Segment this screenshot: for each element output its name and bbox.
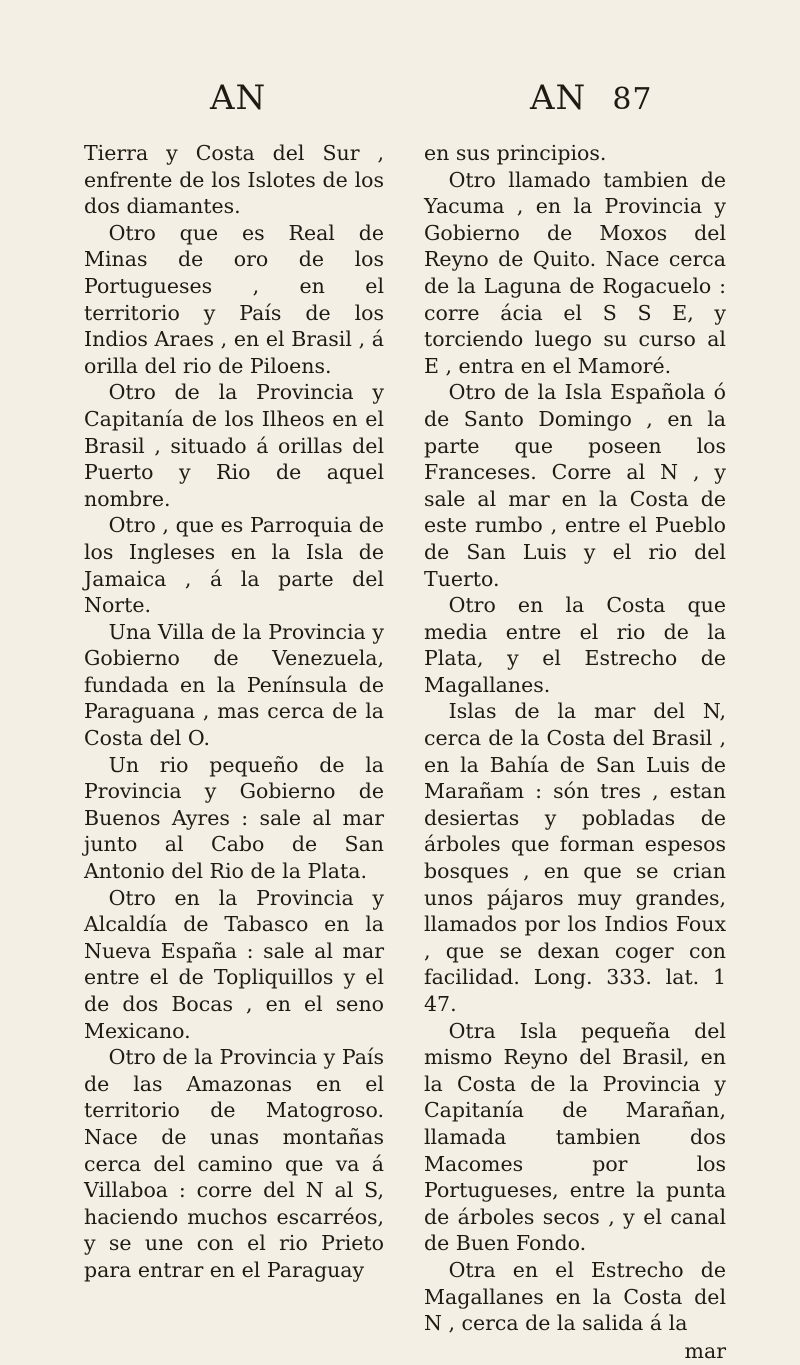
left-column (84, 140, 384, 1284)
paragraph: Otro de la Isla Española ó de Santo Domingo , en la parte que poseen los Franceses. Corre al N , y sale al mar en la Costa de este rumbo , entre el Pueblo de San Luis y el rio del Tuerto. (424, 380, 726, 591)
running-head-left (210, 78, 266, 124)
paragraph: Otro , que es Parroquia de los Ingleses en la Isla de Jamaica , á la parte del Norte. (84, 513, 384, 618)
paragraph: en sus principios. (424, 141, 607, 165)
paragraph: Una Villa de la Provincia y Gobierno de Venezuela, fundada en la Península de Paraguana , mas cerca de la Costa del O. (84, 619, 384, 751)
running-head-left-text: AN (210, 78, 267, 118)
running-head-right (530, 78, 653, 124)
paragraph: Tierra y Costa del Sur , enfrente de los Islotes de los dos diamantes. (84, 141, 384, 219)
paragraph: Otro que es Real de Minas de oro de los Portugueses , en el territorio y País de los Indios Araes , en el Brasil , á orilla del rio de Piloens. (84, 220, 384, 378)
running-head-right-text: AN (530, 78, 587, 118)
paragraph: Islas de la mar del N, cerca de la Costa del Brasil , en la Bahía de San Luis de Marañam : són tres , estan desiertas y pobladas de árboles que forman espesos bosques , en que se crian unos pájaros muy grandes, llamados por los Indios Foux , que se dexan coger con facilidad. Long. 333. lat. 1 47. (424, 699, 726, 1016)
right-column (424, 140, 726, 1364)
catchword: mar (684, 1339, 726, 1364)
paragraph: Otra en el Estrecho de Magallanes en la Costa del N , cerca de la salida á la (424, 1257, 726, 1336)
paragraph: Otro llamado tambien de Yacuma , en la Provincia y Gobierno de Moxos del Reyno de Quito. Nace cerca de la Laguna de Rogacuelo : corre ácia el S S E, y torciendo luego su curso al E , entra en el Mamoré. (424, 167, 726, 378)
paragraph: Otro en la Costa que media entre el rio de la Plata, y el Estrecho de Magallanes. (424, 593, 726, 697)
paragraph: Un rio pequeño de la Provincia y Gobierno de Buenos Ayres : sale al mar junto al Cabo de San Antonio del Rio de la Plata. (84, 752, 384, 884)
paragraph: Otra Isla pequeña del mismo Reyno del Brasil, en la Costa de la Provincia y Capitanía de Marañan, llamada tambien dos Macomes por los Portugueses, entre la punta de árboles secos , y el canal de Buen Fondo. (424, 1018, 726, 1256)
page-number: 87 (612, 82, 653, 117)
paragraph: Otro en la Provincia y Alcaldía de Tabasco en la Nueva España : sale al mar entre el de Topliquillos y el de dos Bocas , en el seno Mexicano. (84, 885, 384, 1043)
paragraph: Otro de la Provincia y País de las Amazonas en el territorio de Matogroso. Nace de unas montañas cerca del camino que va á Villaboa : corre del N al S, haciendo muchos escarréos, y se une con el rio Prieto para entrar en el Paraguay (84, 1045, 384, 1282)
paragraph: Otro de la Provincia y Capitanía de los Ilheos en el Brasil , situado á orillas del Puerto y Rio de aquel nombre. (84, 380, 384, 511)
